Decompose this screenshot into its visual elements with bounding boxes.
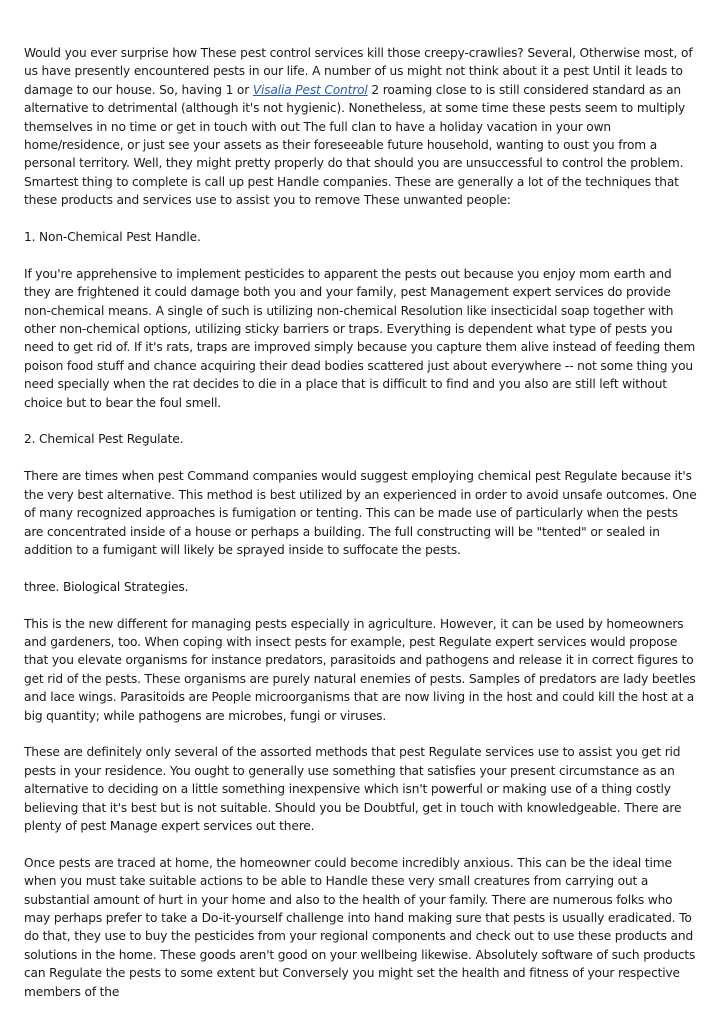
diy-paragraph: Once pests are traced at home, the homeowner could become incredibly anxious. This can be the ideal time when you must take suitable actions to be able to Handle these very small creatures from carrying out a substantial amount of hurt in your home and also to the health of your family. There are numerous folks who may perhaps prefer to take a Do-it-yourself challenge into hand making sure that pests is usually eradicated. To do that, they use to buy the pesticides from your regional components and check out to use these products and solutions in the home. These goods aren't good on your wellbeing likewise. Absolutely software of such products can Regulate the pests to some extent but Conversely you might set the health and fitness of your respective members of the [24,855,696,999]
biological-paragraph: This is the new different for managing pests especially in agriculture. However, it can be used by homeowners and gardeners, too. When coping with insect pests for example, pest Regulate expert services would propose that you elevate organisms for instance predators, parasitoids and pathogens and release it in correct figures to get rid of the pests. These organisms are purely natural enemies of pests. Samples of predators are lady beetles and lace wings. Parasitoids are People microorganisms that are now living in the host and could kill the host at a big quantity; while pathogens are microbes, fungi or viruses. [24,616,696,723]
section-heading-biological: three. Biological Strategies. [24,579,189,594]
summary-paragraph: These are definitely only several of the assorted methods that pest Regulate services use to assist you get rid pests in your residence. You ought to generally use something that satisfies your present circumstance as an alternative to deciding on a little something inexpensive which isn't powerful or making use of a thing costly believing that it's best but is not suitable. Should you be Doubtful, get in touch with knowledgeable. There are plenty of pest Manage expert services out there. [24,745,682,833]
section-heading-chemical: 2. Chemical Pest Regulate. [24,432,184,447]
non-chemical-paragraph: If you're apprehensive to implement pesticides to apparent the pests out because you enjoy mom earth and they are frightened it could damage both you and your family, pest Management expert services do provide non-chemical means. A single of such is utilizing non-chemical Resolution like insecticidal soap together with other non-chemical options, utilizing sticky barriers or traps. Everything is dependent what type of pests you need to get rid of. If it's rats, traps are improved simply because you capture them alive instead of feeding them poison food stuff and chance acquiring their dead bodies scattered just about everywhere -- not some thing you need specially when the rat decides to die in a place that is difficult to find and you also are still left without choice but to bear the foul smell. [24,266,696,410]
intro-paragraph [24,44,698,210]
visalia-pest-control-link[interactable]: Visalia Pest Control [252,82,368,97]
intro-text-after-link: 2 roaming close to is still considered standard as an alternative to detrimental (although it's not hygienic). Nonetheless, at some time these pests seem to multiply themselves in no time or get in touch with out The full clan to have a holiday vacation in your own home/residence, or just see your assets as their foreseeable future household, wanting to oust you from a personal territory. Well, they might pretty properly do that should you are unsuccessful to control the problem. Smartest thing to complete is call up pest Handle companies. These are generally a lot of the techniques that these products and services use to assist you to remove These unwanted people: [24,82,686,208]
article-body [24,44,698,1019]
intro-text-before-link: Would you ever surprise how These pest control services kill those creepy-crawlies? Several, Otherwise most, of us have presently encountered pests in our life. A number of us might not think about it a pest Until it leads to damage to our house. So, having 1 or [24,46,693,97]
section-heading-non-chemical: 1. Non-Chemical Pest Handle. [24,230,201,245]
chemical-paragraph: There are times when pest Command companies would suggest employing chemical pest Regulate because it's the very best alternative. This method is best utilized by an experienced in order to avoid unsafe outcomes. One of many recognized approaches is fumigation or tenting. This can be made use of particularly when the pests are concentrated inside of a house or perhaps a building. The full constructing will be "tented" or sealed in addition to a fumigant will likely be sprayed inside to suffocate the pests. [24,469,697,557]
